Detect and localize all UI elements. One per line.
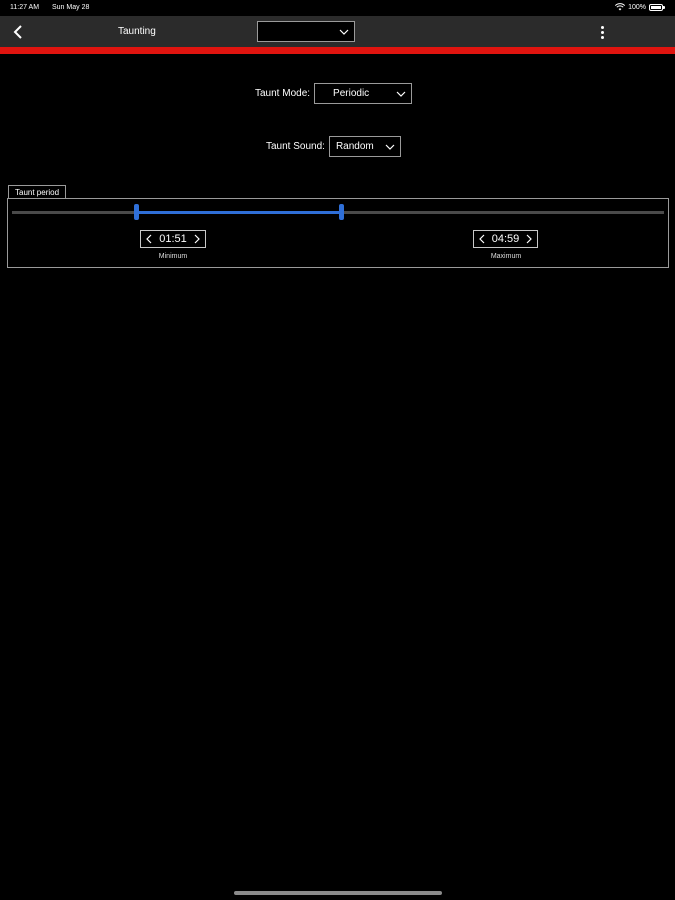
wifi-icon xyxy=(615,3,625,11)
maximum-stepper xyxy=(473,230,538,248)
taunt-period-title: Taunt period xyxy=(8,185,66,199)
minimum-value: 01:51 xyxy=(159,233,187,245)
taunt-sound-value: Random xyxy=(335,141,374,152)
maximum-value: 04:59 xyxy=(491,233,520,245)
chevron-left-icon xyxy=(13,25,23,39)
taunt-sound-row xyxy=(266,136,401,157)
status-time: 11:27 AM xyxy=(10,4,40,11)
device-select[interactable] xyxy=(257,21,355,42)
more-options-button[interactable] xyxy=(594,22,610,42)
status-bar xyxy=(0,0,675,16)
chevron-left-icon[interactable] xyxy=(478,234,486,244)
more-dot-icon xyxy=(601,31,604,34)
more-dot-icon xyxy=(601,26,604,29)
status-date: Sun May 28 xyxy=(52,4,90,11)
taunt-mode-value: Periodic xyxy=(333,88,370,99)
chevron-down-icon xyxy=(339,27,349,37)
more-dot-icon xyxy=(601,36,604,39)
range-slider-max-handle[interactable] xyxy=(339,204,344,220)
battery-icon xyxy=(649,4,663,11)
back-button[interactable] xyxy=(8,22,28,42)
taunt-mode-label: Taunt Mode: xyxy=(255,88,311,99)
taunt-sound-label: Taunt Sound: xyxy=(266,141,325,152)
status-right xyxy=(615,3,663,11)
taunt-mode-row xyxy=(255,83,412,104)
taunt-sound-dropdown[interactable] xyxy=(329,136,401,157)
maximum-caption: Maximum xyxy=(490,253,522,260)
chevron-down-icon xyxy=(385,142,395,152)
accent-bar xyxy=(0,47,675,54)
chevron-down-icon xyxy=(396,89,406,99)
chevron-left-icon[interactable] xyxy=(145,234,153,244)
battery-percent: 100% xyxy=(628,3,646,11)
chevron-right-icon[interactable] xyxy=(193,234,201,244)
home-indicator xyxy=(234,891,442,895)
minimum-caption: Minimum xyxy=(158,253,188,260)
taunt-mode-dropdown[interactable] xyxy=(314,83,412,104)
range-slider-selection xyxy=(136,211,341,214)
toolbar xyxy=(0,16,675,47)
range-slider-min-handle[interactable] xyxy=(134,204,139,220)
page-title: Taunting xyxy=(118,26,156,37)
chevron-right-icon[interactable] xyxy=(525,234,533,244)
taunt-period-panel xyxy=(7,198,669,268)
minimum-stepper xyxy=(140,230,206,248)
